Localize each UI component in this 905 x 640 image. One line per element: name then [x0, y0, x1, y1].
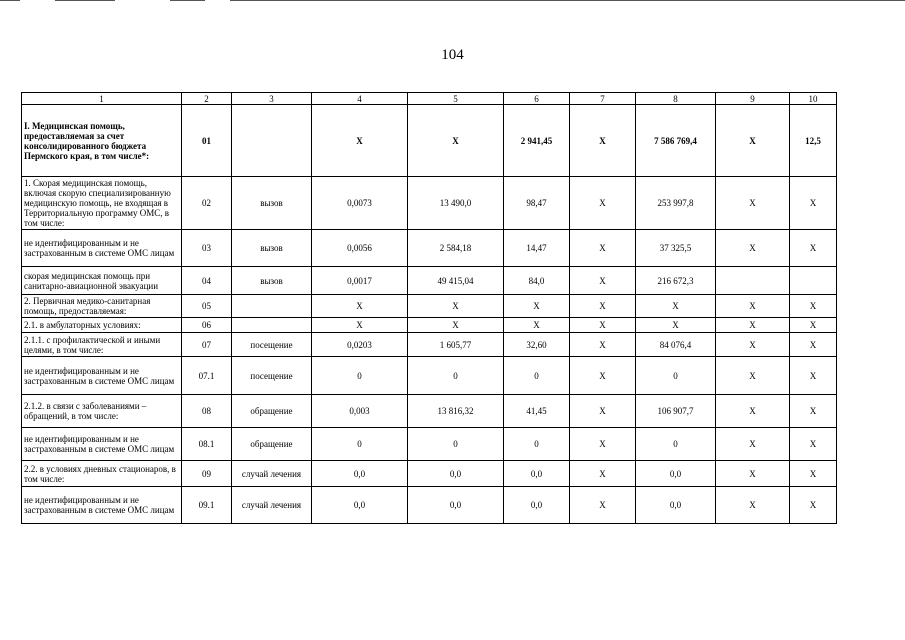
cell-col9: Х — [716, 395, 790, 428]
cell-col7: Х — [570, 295, 636, 318]
cell-col7: Х — [570, 487, 636, 524]
cell-col4: Х — [312, 318, 408, 333]
table-row — [22, 177, 837, 230]
cell-col10: Х — [790, 333, 837, 357]
data-table — [21, 92, 837, 524]
cell-col8: 0,0 — [636, 487, 716, 524]
cell-col10: Х — [790, 295, 837, 318]
scan-top-border — [170, 0, 205, 1]
cell-name: 2.2. в условиях дневных стационаров, в том числе: — [22, 461, 182, 487]
cell-unit: посещение — [232, 333, 312, 357]
cell-code: 07.1 — [182, 357, 232, 395]
cell-col8: Х — [636, 295, 716, 318]
table-row — [22, 461, 837, 487]
cell-col7: Х — [570, 177, 636, 230]
cell-name: 2. Первичная медико-санитарная помощь, предоставляемая: — [22, 295, 182, 318]
cell-col6: 98,47 — [504, 177, 570, 230]
table-row — [22, 295, 837, 318]
column-number-9: 9 — [716, 93, 790, 105]
cell-col7: Х — [570, 333, 636, 357]
cell-col7: Х — [570, 230, 636, 267]
cell-col7: Х — [570, 105, 636, 177]
cell-col4: 0,0017 — [312, 267, 408, 295]
cell-col4: Х — [312, 295, 408, 318]
cell-col4: 0,0 — [312, 487, 408, 524]
cell-col8: 106 907,7 — [636, 395, 716, 428]
cell-col7: Х — [570, 318, 636, 333]
cell-code: 02 — [182, 177, 232, 230]
cell-code: 07 — [182, 333, 232, 357]
cell-col9: Х — [716, 230, 790, 267]
cell-col5: Х — [408, 295, 504, 318]
cell-unit: вызов — [232, 267, 312, 295]
cell-col5: 13 490,0 — [408, 177, 504, 230]
cell-col9: Х — [716, 487, 790, 524]
cell-name: 2.1.2. в связи с заболеваниями – обращений, в том числе: — [22, 395, 182, 428]
table-row — [22, 230, 837, 267]
cell-code: 08.1 — [182, 428, 232, 461]
cell-col9: Х — [716, 461, 790, 487]
cell-col8: 0,0 — [636, 461, 716, 487]
cell-col6: 41,45 — [504, 395, 570, 428]
cell-name: 2.1.1. с профилактической и иными целями, в том числе: — [22, 333, 182, 357]
cell-col9: Х — [716, 295, 790, 318]
cell-name: не идентифицированным и не застрахованным в системе ОМС лицам — [22, 230, 182, 267]
cell-col8: 0 — [636, 357, 716, 395]
cell-col6: 0,0 — [504, 487, 570, 524]
cell-code: 09.1 — [182, 487, 232, 524]
cell-unit: обращение — [232, 395, 312, 428]
scan-top-border — [230, 0, 905, 1]
table-row — [22, 428, 837, 461]
cell-col6: 0 — [504, 428, 570, 461]
cell-name: скорая медицинская помощь при санитарно-авиационной эвакуации — [22, 267, 182, 295]
page-number: 104 — [441, 47, 464, 63]
table-row — [22, 487, 837, 524]
cell-col10: Х — [790, 177, 837, 230]
scan-top-border — [55, 0, 115, 1]
table-body — [22, 93, 837, 524]
cell-col7: Х — [570, 428, 636, 461]
cell-col4: 0 — [312, 357, 408, 395]
cell-unit — [232, 295, 312, 318]
cell-code: 03 — [182, 230, 232, 267]
cell-col10: 12,5 — [790, 105, 837, 177]
cell-col9: Х — [716, 177, 790, 230]
cell-col8: 84 076,4 — [636, 333, 716, 357]
table-row — [22, 267, 837, 295]
cell-code: 09 — [182, 461, 232, 487]
cell-col7: Х — [570, 461, 636, 487]
cell-col5: 0 — [408, 428, 504, 461]
cell-col5: 0 — [408, 357, 504, 395]
cell-col5: 2 584,18 — [408, 230, 504, 267]
cell-unit: посещение — [232, 357, 312, 395]
cell-unit: обращение — [232, 428, 312, 461]
column-number-2: 2 — [182, 93, 232, 105]
cell-col5: Х — [408, 105, 504, 177]
column-number-8: 8 — [636, 93, 716, 105]
cell-col8: 253 997,8 — [636, 177, 716, 230]
cell-col6: 0,0 — [504, 461, 570, 487]
cell-col4: 0,0056 — [312, 230, 408, 267]
cell-unit: случай лечения — [232, 487, 312, 524]
cell-col4: 0,0073 — [312, 177, 408, 230]
cell-col6: 32,60 — [504, 333, 570, 357]
cell-col9 — [716, 267, 790, 295]
cell-col10: Х — [790, 428, 837, 461]
cell-col4: Х — [312, 105, 408, 177]
cell-col5: 1 605,77 — [408, 333, 504, 357]
cell-col4: 0,0203 — [312, 333, 408, 357]
cell-col7: Х — [570, 267, 636, 295]
cell-name: 2.1. в амбулаторных условиях: — [22, 318, 182, 333]
cell-code: 08 — [182, 395, 232, 428]
table-row — [22, 318, 837, 333]
cell-col10: Х — [790, 461, 837, 487]
table-row — [22, 105, 837, 177]
cell-col5: 0,0 — [408, 461, 504, 487]
cell-name: не идентифицированным и не застрахованным в системе ОМС лицам — [22, 487, 182, 524]
table-row — [22, 357, 837, 395]
cell-col6: 0 — [504, 357, 570, 395]
cell-col8: 37 325,5 — [636, 230, 716, 267]
cell-col8: 7 586 769,4 — [636, 105, 716, 177]
cell-name: 1. Скорая медицинская помощь, включая скорую специализированную медицинскую помощь, не входящая в Территориальную программу ОМС, в том числе: — [22, 177, 182, 230]
cell-col4: 0 — [312, 428, 408, 461]
column-number-1: 1 — [22, 93, 182, 105]
cell-col7: Х — [570, 357, 636, 395]
column-number-6: 6 — [504, 93, 570, 105]
cell-col4: 0,003 — [312, 395, 408, 428]
cell-col9: Х — [716, 105, 790, 177]
cell-code: 05 — [182, 295, 232, 318]
cell-col10: Х — [790, 318, 837, 333]
cell-col8: Х — [636, 318, 716, 333]
cell-col6: Х — [504, 295, 570, 318]
cell-col6: 14,47 — [504, 230, 570, 267]
column-number-3: 3 — [232, 93, 312, 105]
cell-col6: Х — [504, 318, 570, 333]
table-header-row — [22, 93, 837, 105]
cell-col9: Х — [716, 318, 790, 333]
cell-col5: 13 816,32 — [408, 395, 504, 428]
table-row — [22, 333, 837, 357]
cell-code: 06 — [182, 318, 232, 333]
column-number-7: 7 — [570, 93, 636, 105]
cell-col9: Х — [716, 357, 790, 395]
cell-col10: Х — [790, 230, 837, 267]
cell-name: I. Медицинская помощь, предоставляемая за счет консолидированного бюджета Пермского края, в том числе*: — [22, 105, 182, 177]
cell-col6: 2 941,45 — [504, 105, 570, 177]
cell-col5: 0,0 — [408, 487, 504, 524]
column-number-5: 5 — [408, 93, 504, 105]
cell-unit — [232, 318, 312, 333]
cell-col10: Х — [790, 395, 837, 428]
cell-unit: вызов — [232, 230, 312, 267]
table-row — [22, 395, 837, 428]
cell-unit — [232, 105, 312, 177]
cell-col6: 84,0 — [504, 267, 570, 295]
cell-col5: 49 415,04 — [408, 267, 504, 295]
cell-name: не идентифицированным и не застрахованным в системе ОМС лицам — [22, 357, 182, 395]
cell-unit: случай лечения — [232, 461, 312, 487]
cell-col10 — [790, 267, 837, 295]
cell-code: 04 — [182, 267, 232, 295]
cell-col10: Х — [790, 487, 837, 524]
cell-col5: Х — [408, 318, 504, 333]
column-number-10: 10 — [790, 93, 837, 105]
cell-col9: Х — [716, 333, 790, 357]
cell-name: не идентифицированным и не застрахованным в системе ОМС лицам — [22, 428, 182, 461]
cell-unit: вызов — [232, 177, 312, 230]
cell-col4: 0,0 — [312, 461, 408, 487]
cell-col10: Х — [790, 357, 837, 395]
cell-col9: Х — [716, 428, 790, 461]
cell-col7: Х — [570, 395, 636, 428]
cell-col8: 216 672,3 — [636, 267, 716, 295]
cell-col8: 0 — [636, 428, 716, 461]
column-number-4: 4 — [312, 93, 408, 105]
scan-top-border — [0, 0, 20, 1]
cell-code: 01 — [182, 105, 232, 177]
